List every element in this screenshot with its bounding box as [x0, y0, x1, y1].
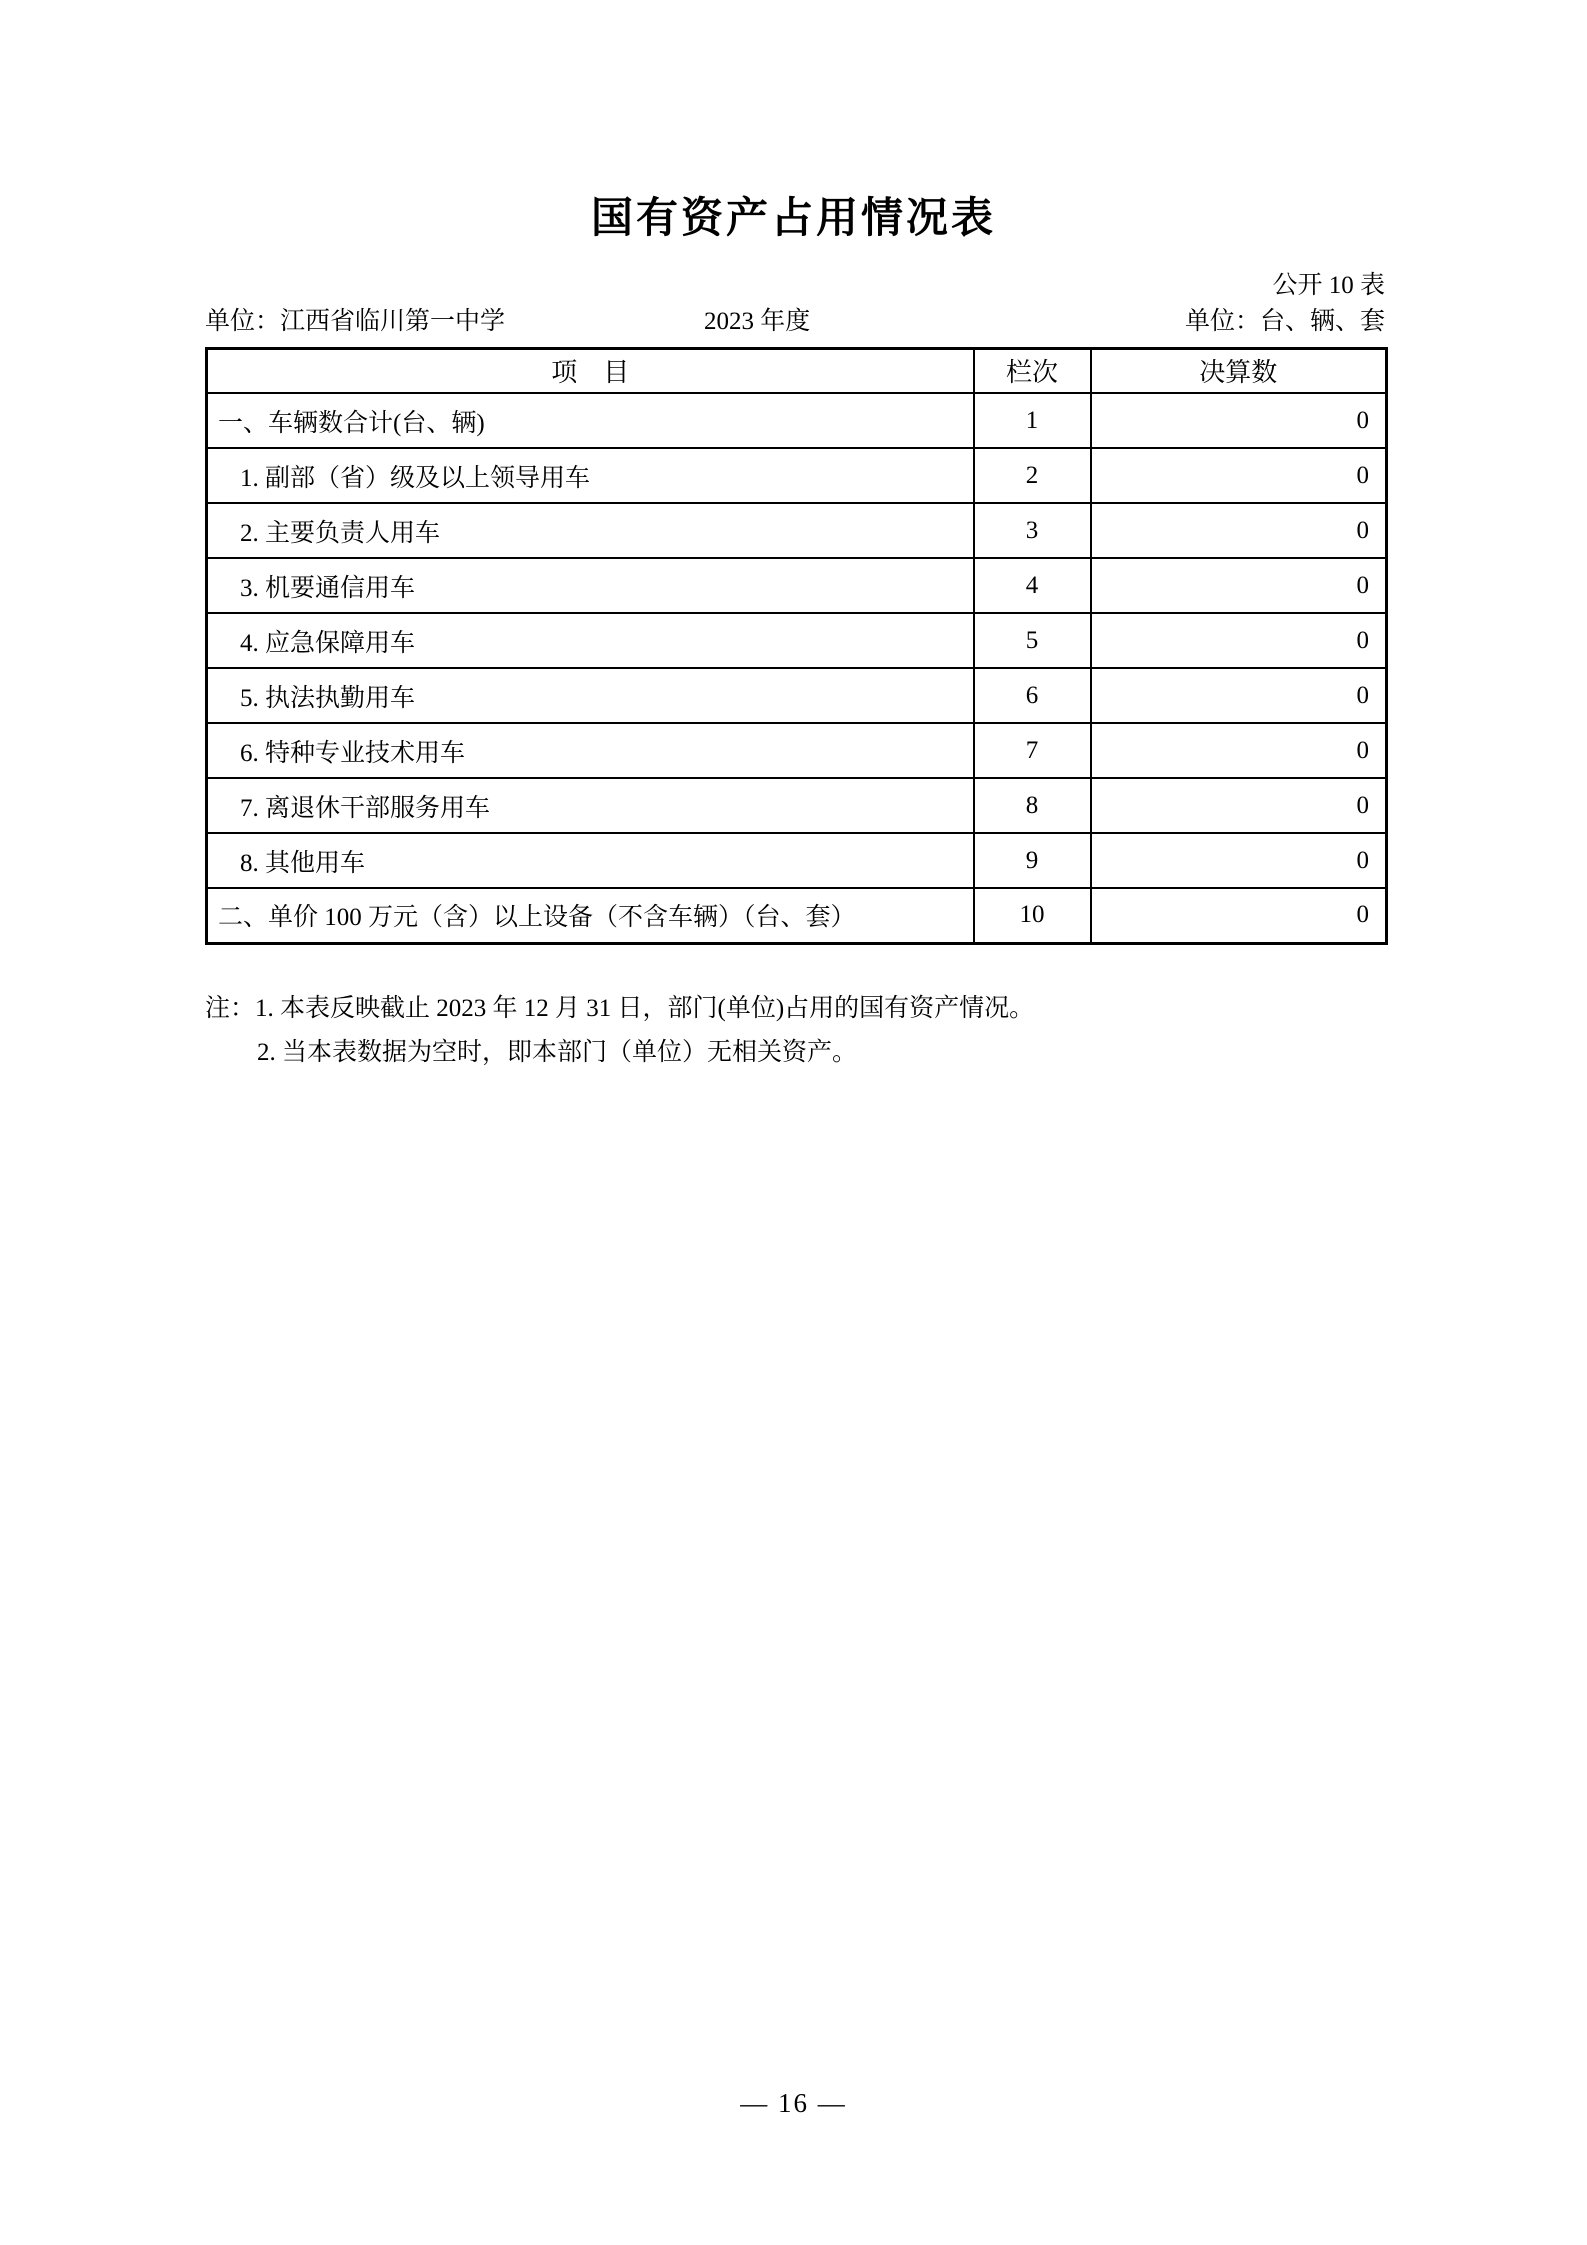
fiscal-year-label: 2023 年度: [704, 307, 811, 335]
table-row: [207, 393, 1387, 448]
row-column-number: 4: [974, 558, 1091, 613]
row-column-number: 7: [974, 723, 1091, 778]
table-row: [207, 668, 1387, 723]
publish-table-label: 公开 10 表: [1272, 271, 1385, 299]
page-number: — 16 —: [740, 2088, 847, 2118]
row-final-amount: 0: [1091, 613, 1387, 668]
row-final-amount: 0: [1091, 668, 1387, 723]
row-final-amount: 0: [1091, 558, 1387, 613]
note-line-1: 注：1. 本表反映截止 2023 年 12 月 31 日，部门(单位)占用的国有资产情况。: [205, 994, 1035, 1022]
row-item-label: 1. 副部（省）级及以上领导用车: [207, 448, 974, 503]
row-column-number: 8: [974, 778, 1091, 833]
row-item-label: 二、单价 100 万元（含）以上设备（不含车辆）（台、套）: [207, 888, 974, 943]
measure-unit-label: 单位：台、辆、套: [1184, 307, 1385, 335]
page-title: 国有资产占用情况表: [590, 194, 996, 241]
row-final-amount: 0: [1091, 503, 1387, 558]
row-final-amount: 0: [1091, 888, 1387, 943]
table-header-row: [207, 348, 1387, 393]
row-item-label: 2. 主要负责人用车: [207, 503, 974, 558]
reporting-unit-label: 单位：江西省临川第一中学: [205, 307, 506, 335]
row-item-label: 4. 应急保障用车: [207, 613, 974, 668]
row-final-amount: 0: [1091, 833, 1387, 888]
table-row: [207, 558, 1387, 613]
row-item-label: 6. 特种专业技术用车: [207, 723, 974, 778]
table-row: [207, 503, 1387, 558]
row-column-number: 5: [974, 613, 1091, 668]
table-row: [207, 778, 1387, 833]
row-final-amount: 0: [1091, 778, 1387, 833]
column-header-column-no: 栏次: [974, 348, 1091, 393]
table-row: [207, 613, 1387, 668]
column-header-final-amount: 决算数: [1091, 348, 1387, 393]
row-final-amount: 0: [1091, 723, 1387, 778]
row-item-label: 8. 其他用车: [207, 833, 974, 888]
row-item-label: 7. 离退休干部服务用车: [207, 778, 974, 833]
column-header-item: 项 目: [207, 348, 974, 393]
row-column-number: 9: [974, 833, 1091, 888]
row-column-number: 6: [974, 668, 1091, 723]
asset-table-body: [207, 393, 1387, 943]
table-row: [207, 448, 1387, 503]
table-notes: [205, 987, 1385, 1075]
table-meta-row: [205, 306, 1385, 338]
row-final-amount: 0: [1091, 393, 1387, 448]
row-item-label: 一、车辆数合计(台、辆): [207, 393, 974, 448]
row-item-label: 5. 执法执勤用车: [207, 668, 974, 723]
row-item-label: 3. 机要通信用车: [207, 558, 974, 613]
note-line-2: 2. 当本表数据为空时，即本部门（单位）无相关资产。: [257, 1038, 858, 1066]
row-final-amount: 0: [1091, 448, 1387, 503]
content-area: [0, 271, 1587, 1075]
row-column-number: 3: [974, 503, 1091, 558]
table-row: [207, 888, 1387, 943]
row-column-number: 2: [974, 448, 1091, 503]
state-assets-table: [205, 347, 1388, 945]
row-column-number: 10: [974, 888, 1091, 943]
row-column-number: 1: [974, 393, 1091, 448]
table-row: [207, 723, 1387, 778]
table-row: [207, 833, 1387, 888]
